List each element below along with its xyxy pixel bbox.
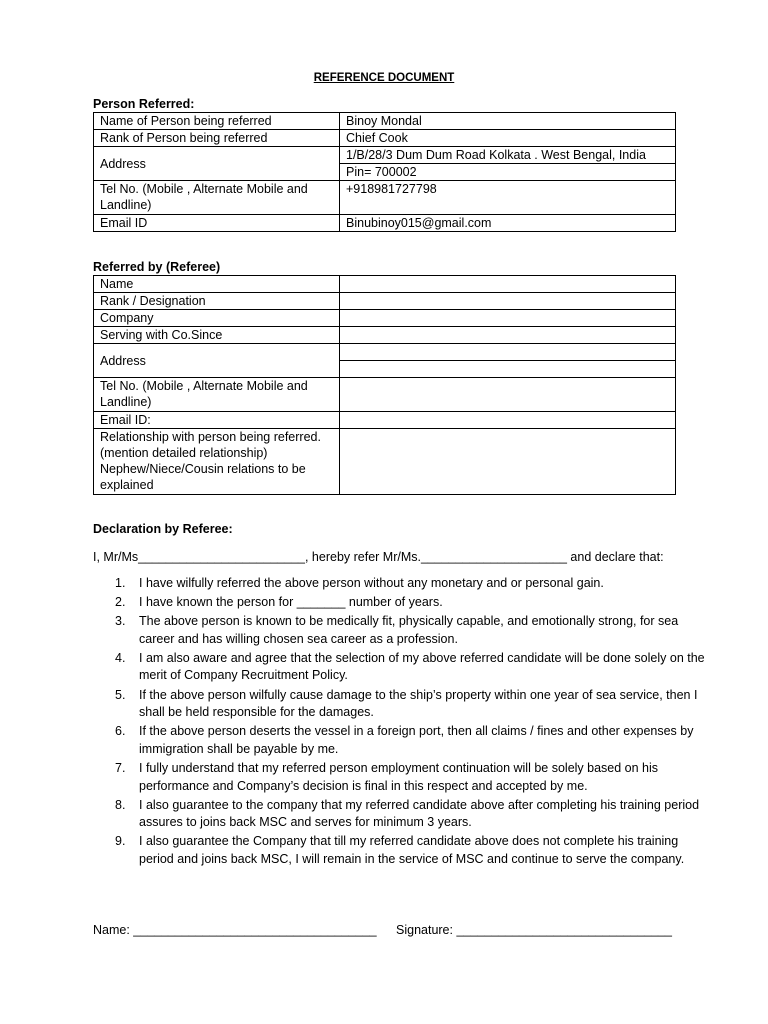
document-title: REFERENCE DOCUMENT	[313, 72, 455, 84]
declaration-list	[93, 575, 705, 870]
referee-name-value[interactable]	[340, 276, 676, 293]
declaration-heading: Declaration by Referee:	[93, 522, 233, 536]
table-row	[94, 113, 676, 130]
declaration-item-text: I also guarantee the Company that till my referred candidate above does not complete his training period and joins back MSC, I will remain in the service of MSC and continue to serve the company.	[139, 834, 685, 866]
declaration-item-text: I fully understand that my referred person employment continuation will be solely based on his performance and Company’s decision is final in this respect and accepted by me.	[139, 760, 659, 793]
referee-heading: Referred by (Referee)	[93, 260, 221, 274]
referee-relationship-value[interactable]	[340, 429, 676, 495]
declaration-item	[93, 687, 705, 722]
declaration-item-text: I also guarantee to the company that my referred candidate above after completing his training period assures to joins back MSC and serves for minimum 3 years.	[139, 797, 700, 830]
referee-address-line2[interactable]	[340, 361, 676, 378]
field-label: Email ID	[94, 215, 340, 232]
table-row	[94, 276, 676, 293]
declaration-item-number: 9.	[115, 834, 126, 849]
table-row	[94, 412, 676, 429]
referee-table	[93, 275, 676, 495]
declaration-item	[93, 797, 705, 832]
field-label: Name of Person being referred	[94, 113, 340, 130]
referee-rank-value[interactable]	[340, 293, 676, 310]
field-label: Company	[94, 310, 340, 327]
declaration-item-text: I am also aware and agree that the selection of my above referred candidate will be done solely on the merit of Company Recruitment Policy.	[139, 650, 705, 683]
referred-email-value[interactable]: Binubinoy015@gmail.com	[340, 215, 676, 232]
referred-address-line1[interactable]: 1/B/28/3 Dum Dum Road Kolkata . West Bengal, India	[340, 147, 676, 164]
declaration-item	[93, 613, 705, 648]
field-label: Address	[94, 147, 340, 181]
declaration-item-text: I have known the person for _______ number of years.	[139, 595, 443, 610]
referee-serving-since-value[interactable]	[340, 327, 676, 344]
declaration-item	[93, 723, 705, 758]
relationship-label-line1: Relationship with person being referred.	[100, 430, 321, 444]
declaration-item	[93, 650, 705, 685]
declaration-intro: I, Mr/Ms________________________, hereby refer Mr/Ms._____________________ and declare that:	[93, 550, 664, 564]
declaration-item-text: If the above person deserts the vessel in a foreign port, then all claims / fines and other expenses by immigration shall be payable by me.	[139, 724, 694, 756]
table-row	[94, 130, 676, 147]
field-label	[94, 429, 340, 495]
declaration-item-text: I have wilfully referred the above person without any monetary and or personal gain.	[139, 576, 604, 590]
declaration-item-number: 1.	[115, 576, 126, 590]
table-row	[94, 429, 676, 495]
declaration-item-number: 2.	[115, 595, 126, 610]
referred-rank-value[interactable]: Chief Cook	[340, 130, 676, 147]
signature-line: Signature: _______________________________	[396, 923, 672, 937]
field-label: Rank of Person being referred	[94, 130, 340, 147]
referred-tel-value[interactable]: +918981727798	[340, 181, 676, 215]
declaration-item	[93, 594, 705, 612]
signoff-row	[93, 922, 693, 938]
declaration-item-number: 5.	[115, 687, 126, 702]
declaration-item-number: 4.	[115, 650, 126, 665]
field-label: Address	[94, 344, 340, 378]
field-label: Tel No. (Mobile , Alternate Mobile and Landline)	[94, 378, 340, 412]
table-row	[94, 215, 676, 232]
table-row	[94, 293, 676, 310]
table-row	[94, 310, 676, 327]
declaration-item	[93, 575, 705, 593]
person-referred-table	[93, 112, 676, 232]
referee-tel-value[interactable]	[340, 378, 676, 412]
referred-name-value[interactable]: Binoy Mondal	[340, 113, 676, 130]
table-row	[94, 378, 676, 412]
table-row	[94, 344, 676, 361]
name-line: Name: ___________________________________	[93, 923, 377, 937]
declaration-item-number: 3.	[115, 614, 126, 629]
field-label: Email ID:	[94, 412, 340, 429]
referred-address-line2[interactable]: Pin= 700002	[340, 164, 676, 181]
person-referred-heading: Person Referred:	[93, 97, 195, 111]
relationship-label-line2: (mention detailed relationship)	[100, 446, 268, 460]
referee-company-value[interactable]	[340, 310, 676, 327]
field-label: Name	[94, 276, 340, 293]
field-label: Serving with Co.Since	[94, 327, 340, 344]
declaration-item-text: If the above person wilfully cause damage to the ship’s property within one year of sea service, then I shall be held responsible for the damages.	[139, 687, 698, 720]
referee-address-line1[interactable]	[340, 344, 676, 361]
declaration-item-number: 8.	[115, 797, 126, 812]
declaration-item	[93, 760, 705, 795]
table-row	[94, 147, 676, 164]
field-label: Rank / Designation	[94, 293, 340, 310]
declaration-item-text: The above person is known to be medically fit, physically capable, and emotionally strong, for sea career and has willing chosen sea career as a profession.	[139, 614, 679, 646]
table-row	[94, 181, 676, 215]
field-label: Tel No. (Mobile , Alternate Mobile and Landline)	[94, 181, 340, 215]
table-row	[94, 327, 676, 344]
referee-email-value[interactable]	[340, 412, 676, 429]
relationship-label-line3: Nephew/Niece/Cousin relations to be explained	[100, 462, 306, 492]
declaration-item-number: 6.	[115, 724, 126, 739]
declaration-item	[93, 833, 705, 868]
declaration-item-number: 7.	[115, 760, 126, 775]
